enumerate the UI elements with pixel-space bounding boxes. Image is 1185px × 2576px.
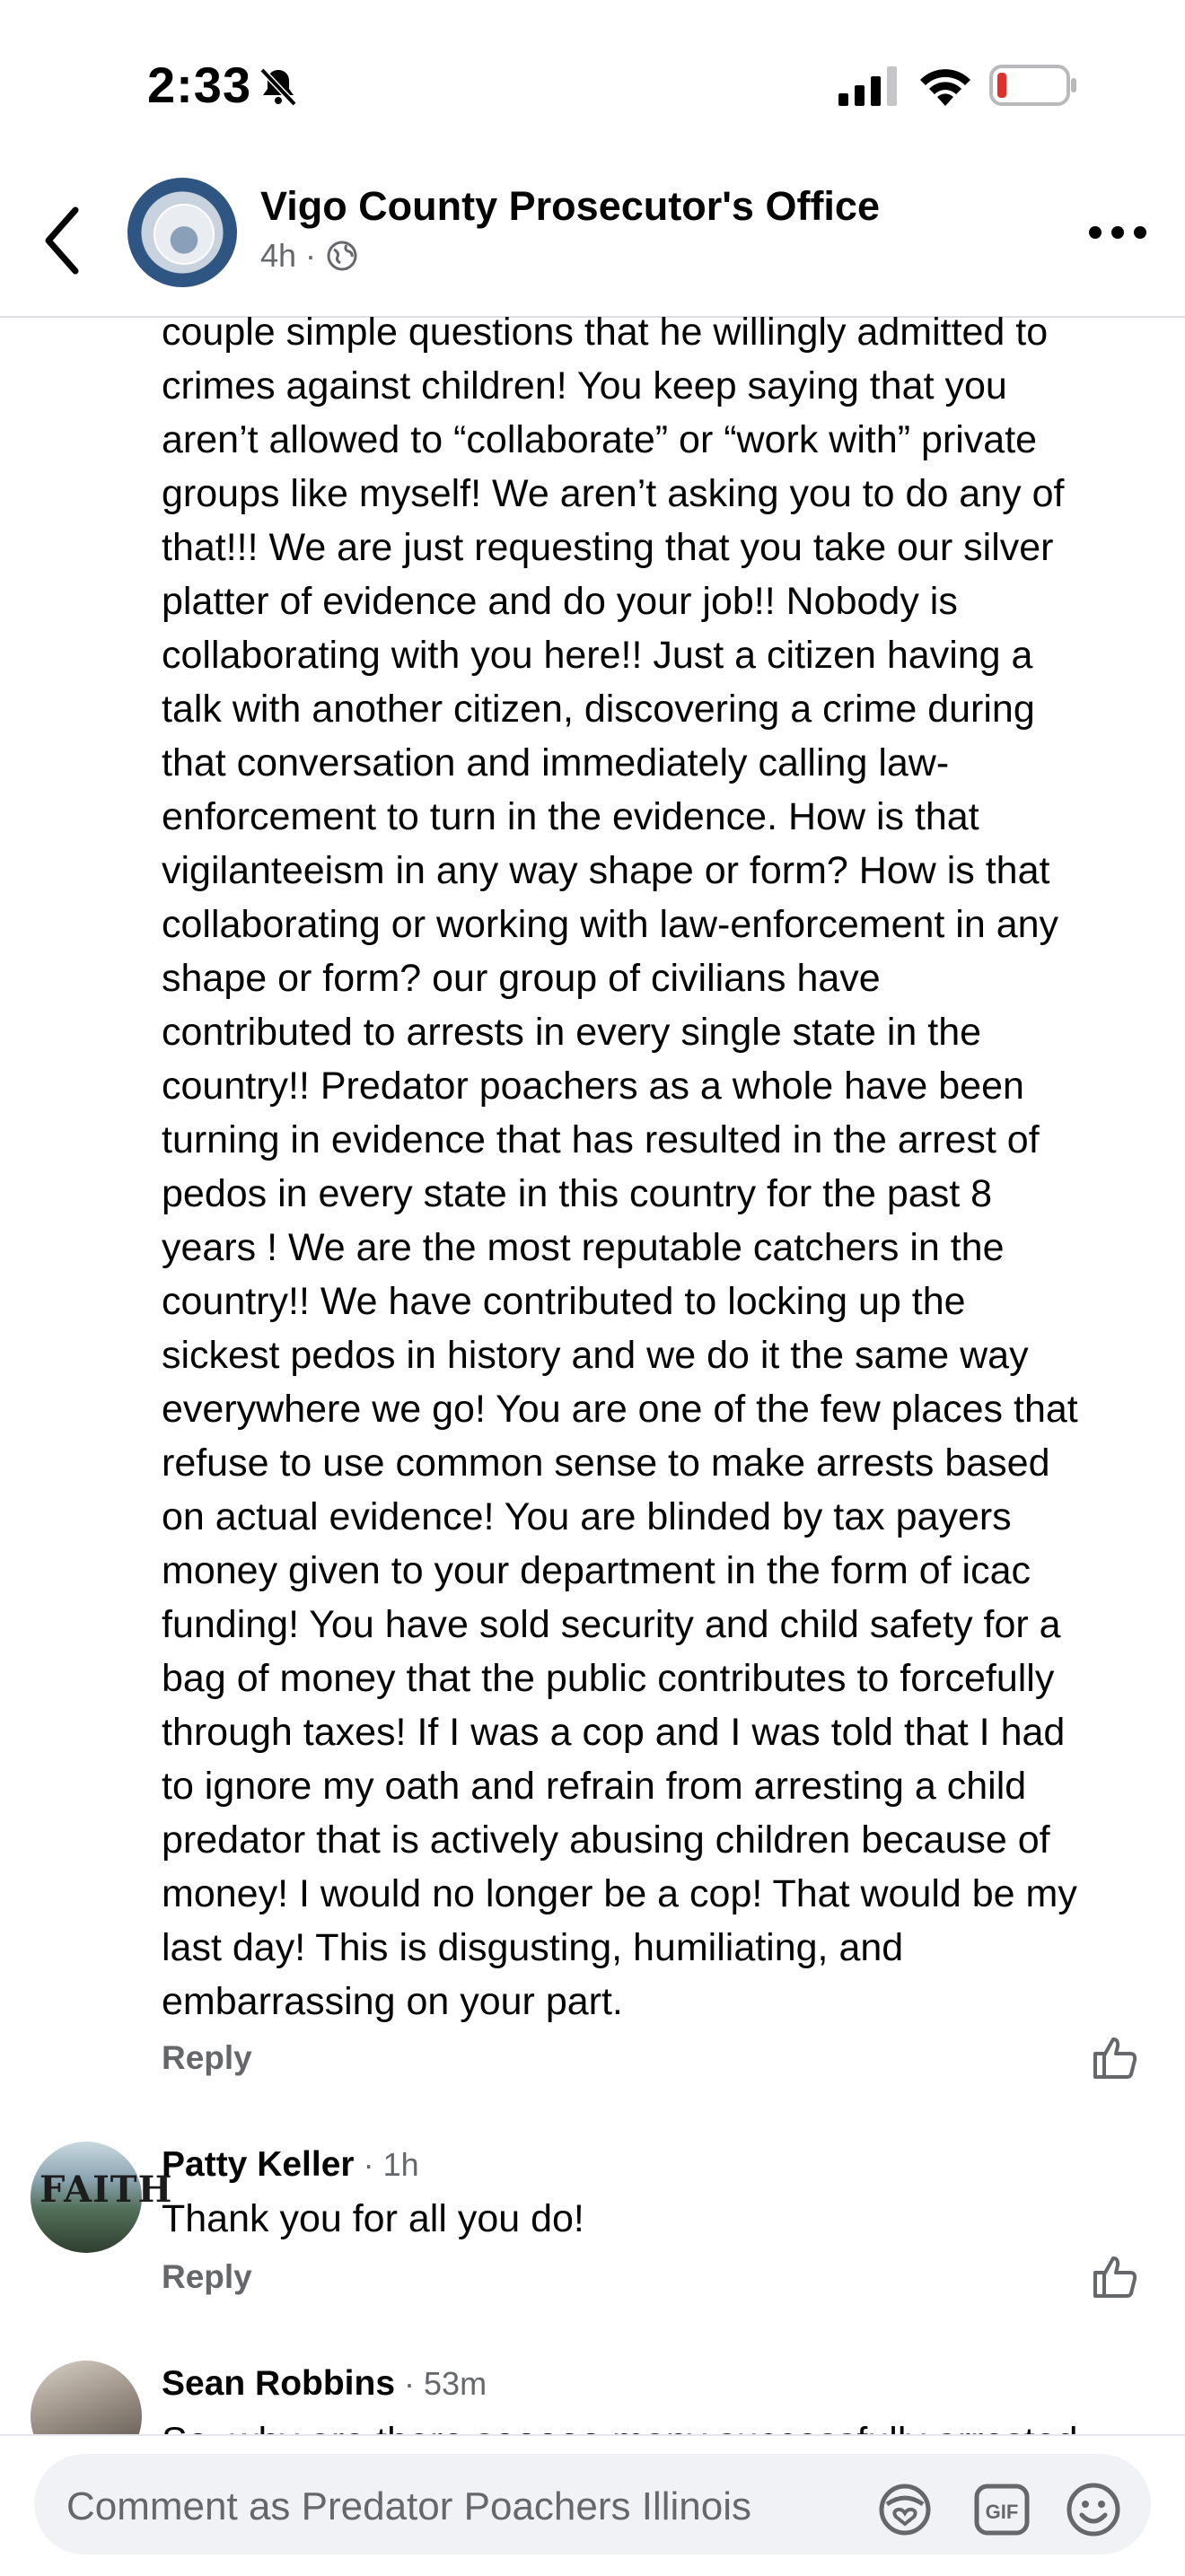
more-options-icon[interactable] (1086, 219, 1149, 246)
wifi-icon (917, 63, 973, 108)
gif-label: GIF (985, 2501, 1019, 2523)
post-header (0, 171, 1185, 318)
seal-courthouse-icon (154, 204, 215, 265)
back-chevron-icon[interactable] (40, 203, 84, 278)
commenter-name[interactable] (162, 2145, 419, 2185)
gif-icon[interactable] (971, 2479, 1032, 2540)
commenter-name-text[interactable]: Patty Keller (162, 2145, 355, 2184)
commenter-name[interactable] (162, 2364, 487, 2404)
comment-input-placeholder: Comment as Predator Poachers Illinois (66, 2484, 751, 2528)
post-age: 4h · (260, 237, 317, 274)
comment-input[interactable] (34, 2454, 1151, 2554)
cellular-signal-icon (838, 66, 900, 106)
like-thumb-icon[interactable] (1090, 2251, 1140, 2301)
comment-body-text: couple simple questions that he willingly admitted to crimes against children! You keep saying that you aren’t allowed to “collaborate” or “work with” private groups like myself! We aren’t asking you to do any of that!!! We are just requesting that you take our silver platter of evidence and do your job!! Nobody is collaborating with you here!! Just a citizen having a talk with another citizen, discovering a crime during that conversation and immediately calling law- enforcement to turn in the evidence. How is that vigilanteeism in any way shape or form? How is that collaborating or working with law-enforcement in any shape or form? our group of civilians have contributed to arrests in every single state in the country!! Predator poachers as a whole have been turning in evidence that has resulted in the arrest of pedos in every state in this country for the past 8 years ! We are the most reputable catchers in the country!! We have contributed to locking up the sickest pedos in history and we do it the same way everywhere we go! You are one of the few places that refuse to use common sense to make arrests based on actual evidence! You are blinded by tax payers money given to your department in the form of icac funding! You have sold security and child safety for a bag of money that the public contributes to forcefully through taxes! If I was a cop and I was told that I had to ignore my oath and refrain from arresting a child predator that is actively abusing children because of money! I would no longer be a cop! That would be my last day! This is disgusting, humiliating, and embarrassing on your part. (162, 311, 1078, 2023)
bell-slash-icon (257, 65, 300, 108)
avatar-sticker-icon[interactable] (874, 2479, 935, 2540)
globe-icon (325, 239, 359, 273)
commenter-name-text[interactable]: Sean Robbins (162, 2364, 396, 2403)
status-time: 2:33 (147, 57, 252, 113)
like-thumb-icon[interactable] (1090, 2032, 1140, 2082)
emoji-icon[interactable] (1063, 2479, 1124, 2540)
comment-composer (0, 2434, 1185, 2576)
comment-text: Thank you for all you do! (162, 2197, 584, 2240)
comment-actions (162, 2039, 1158, 2093)
post-meta (260, 237, 359, 275)
comment-time: · 53m (395, 2365, 487, 2402)
avatar-caption: FAITH (40, 2169, 173, 2211)
comment-time: · 1h (354, 2146, 419, 2183)
avatar[interactable] (31, 2142, 173, 2253)
reply-button[interactable]: Reply (162, 2039, 252, 2076)
reply-button[interactable]: Reply (162, 2258, 252, 2295)
status-bar (0, 0, 1185, 171)
page-title[interactable]: Vigo County Prosecutor's Office (260, 183, 880, 229)
battery-low-icon (989, 63, 1079, 108)
comment-actions (162, 2258, 1158, 2312)
page-avatar-seal[interactable] (127, 178, 237, 287)
